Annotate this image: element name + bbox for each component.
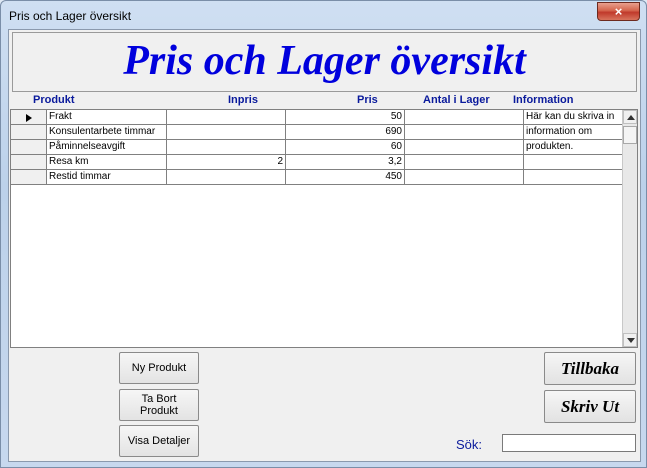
scroll-down-button[interactable] xyxy=(623,333,637,347)
show-details-button[interactable] xyxy=(119,425,199,457)
cell-inpris[interactable]: 2 xyxy=(167,155,286,170)
table-row[interactable] xyxy=(11,110,623,125)
cell-information[interactable] xyxy=(524,170,623,185)
column-header-inpris: Inpris xyxy=(228,94,258,106)
cell-inpris[interactable] xyxy=(167,110,286,125)
row-selector[interactable] xyxy=(11,125,47,140)
cell-antal[interactable] xyxy=(405,125,524,140)
cell-pris[interactable]: 60 xyxy=(286,140,405,155)
column-header-produkt: Produkt xyxy=(33,94,75,106)
cell-pris[interactable]: 690 xyxy=(286,125,405,140)
vertical-scrollbar[interactable] xyxy=(622,110,637,347)
print-label: Skriv Ut xyxy=(560,396,620,416)
cell-antal[interactable] xyxy=(405,110,524,125)
row-selector[interactable] xyxy=(11,170,47,185)
scroll-thumb[interactable] xyxy=(623,126,637,144)
back-button[interactable] xyxy=(544,352,636,385)
cell-produkt[interactable]: Frakt xyxy=(47,110,167,125)
form-body xyxy=(8,29,641,462)
title-bar xyxy=(1,1,646,29)
cell-antal[interactable] xyxy=(405,170,524,185)
cell-inpris[interactable] xyxy=(167,170,286,185)
table-row[interactable] xyxy=(11,170,623,185)
cell-information[interactable]: produkten. xyxy=(524,140,623,155)
cell-antal[interactable] xyxy=(405,140,524,155)
cell-produkt[interactable]: Restid timmar xyxy=(47,170,167,185)
table-row[interactable] xyxy=(11,155,623,170)
delete-product-label-line1: Ta Bort xyxy=(141,393,177,405)
print-button[interactable] xyxy=(544,390,636,423)
cell-information[interactable]: information om xyxy=(524,125,623,140)
cell-pris[interactable]: 450 xyxy=(286,170,405,185)
close-button[interactable] xyxy=(597,2,640,21)
page-title: Pris och Lager översikt xyxy=(123,38,526,84)
product-table[interactable] xyxy=(10,109,638,348)
cell-produkt[interactable]: Konsulentarbete timmar xyxy=(47,125,167,140)
new-product-button[interactable] xyxy=(119,352,199,384)
cell-pris[interactable]: 50 xyxy=(286,110,405,125)
search-input[interactable] xyxy=(502,434,636,452)
cell-produkt[interactable]: Påminnelseavgift xyxy=(47,140,167,155)
column-header-pris: Pris xyxy=(357,94,378,106)
column-header-antal: Antal i Lager xyxy=(423,94,490,106)
row-selector[interactable] xyxy=(11,140,47,155)
cell-produkt[interactable]: Resa km xyxy=(47,155,167,170)
banner xyxy=(12,32,637,92)
search-label: Sök: xyxy=(456,437,483,452)
column-headers xyxy=(9,94,640,108)
back-label: Tillbaka xyxy=(561,358,619,378)
row-pointer-icon xyxy=(26,114,32,122)
delete-product-label-line2: Produkt xyxy=(140,405,178,417)
row-selector[interactable] xyxy=(11,110,47,125)
row-selector[interactable] xyxy=(11,155,47,170)
column-header-information: Information xyxy=(513,94,574,106)
cell-inpris[interactable] xyxy=(167,140,286,155)
delete-product-button[interactable] xyxy=(119,389,199,421)
scroll-down-icon xyxy=(627,338,635,343)
scroll-up-button[interactable] xyxy=(623,110,637,124)
window-title: Pris och Lager översikt xyxy=(9,9,132,23)
cell-information[interactable] xyxy=(524,155,623,170)
cell-information[interactable]: Här kan du skriva in xyxy=(524,110,623,125)
new-product-label: Ny Produkt xyxy=(131,362,187,374)
close-icon: × xyxy=(614,4,623,19)
scroll-up-icon xyxy=(627,115,635,120)
cell-pris[interactable]: 3,2 xyxy=(286,155,405,170)
show-details-label: Visa Detaljer xyxy=(127,435,191,447)
table-row[interactable] xyxy=(11,125,623,140)
cell-antal[interactable] xyxy=(405,155,524,170)
cell-inpris[interactable] xyxy=(167,125,286,140)
table-row[interactable] xyxy=(11,140,623,155)
